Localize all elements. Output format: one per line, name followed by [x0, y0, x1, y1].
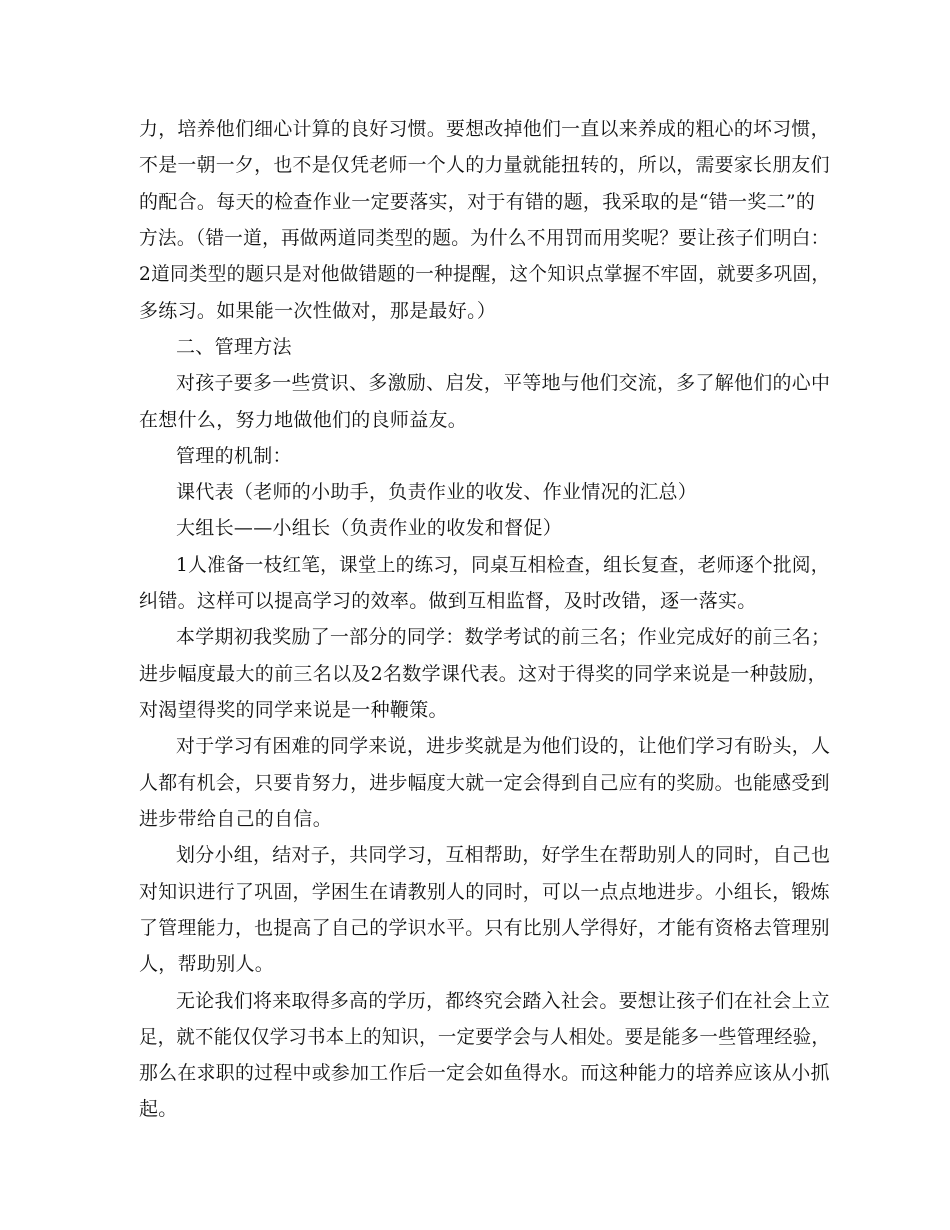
text-line: 对渴望得奖的同学来说是一种鞭策。	[139, 699, 448, 721]
text-line: 起。	[139, 1098, 178, 1120]
text-line: 1人准备一枝红笔，课堂上的练习，同桌互相检查，组长复查，老师逐个批阅，	[176, 554, 830, 576]
text-line: 大组长——小组长（负责作业的收发和督促）	[176, 517, 563, 539]
text-line: 力，培养他们细心计算的良好习惯。要想改掉他们一直以来养成的粗心的坏习惯，	[139, 118, 830, 140]
text-line: 进步幅度最大的前三名以及2名数学课代表。这对于得奖的同学来说是一种鼓励，	[139, 663, 827, 685]
text-line: 管理的机制：	[176, 445, 292, 467]
text-line: 多练习。如果能一次性做对，那是最好。）	[139, 300, 497, 322]
text-line: 人都有机会，只要肯努力，进步幅度大就一定会得到自己应有的奖励。也能感受到	[139, 772, 830, 794]
text-line: 纠错。这样可以提高学习的效率。做到互相监督，及时改错，逐一落实。	[139, 590, 757, 612]
text-line: 2道同类型的题只是对他做错题的一种提醒，这个知识点掌握不牢固，就要多巩固，	[139, 263, 831, 285]
text-line: 对孩子要多一些赏识、多激励、启发，平等地与他们交流，多了解他们的心中	[176, 372, 831, 394]
text-line: 无论我们将来取得多高的学历，都终究会踏入社会。要想让孩子们在社会上立	[176, 990, 831, 1012]
text-line: 不是一朝一夕，也不是仅凭老师一个人的力量就能扭转的，所以，需要家长朋友们	[139, 154, 830, 176]
text-line: 足，就不能仅仅学习书本上的知识，一定要学会与人相处。要是能多一些管理经验，	[139, 1026, 831, 1048]
text-line: 对于学习有困难的同学来说，进步奖就是为他们设的，让他们学习有盼头，人	[176, 735, 831, 757]
text-line: 划分小组，结对子，共同学习，互相帮助，好学生在帮助别人的同时，自己也	[176, 844, 831, 866]
text-line: 那么在求职的过程中或参加工作后一定会如鱼得水。而这种能力的培养应该从小抓	[139, 1062, 830, 1084]
text-line: 在想什么，努力地做他们的良师益友。	[139, 409, 468, 431]
text-line: 人，帮助别人。	[139, 953, 275, 975]
text-line: 对知识进行了巩固，学困生在请教别人的同时，可以一点点地进步。小组长，锻炼	[139, 881, 830, 903]
text-line: 方法。（错一道，再做两道同类型的题。为什么不用罚而用奖呢？要让孩子们明白：	[139, 227, 830, 249]
text-line: 课代表（老师的小助手，负责作业的收发、作业情况的汇总）	[176, 481, 698, 503]
text-line: 的配合。每天的检查作业一定要落实，对于有错的题，我采取的是“错一奖二”的	[139, 191, 816, 213]
text-line: 了管理能力，也提高了自己的学识水平。只有比别人学得好，才能有资格去管理别	[139, 917, 830, 939]
text-line: 本学期初我奖励了一部分的同学：数学考试的前三名；作业完成好的前三名；	[176, 626, 831, 648]
section-heading: 二、管理方法	[176, 336, 292, 358]
text-line: 进步带给自己的自信。	[139, 808, 333, 830]
